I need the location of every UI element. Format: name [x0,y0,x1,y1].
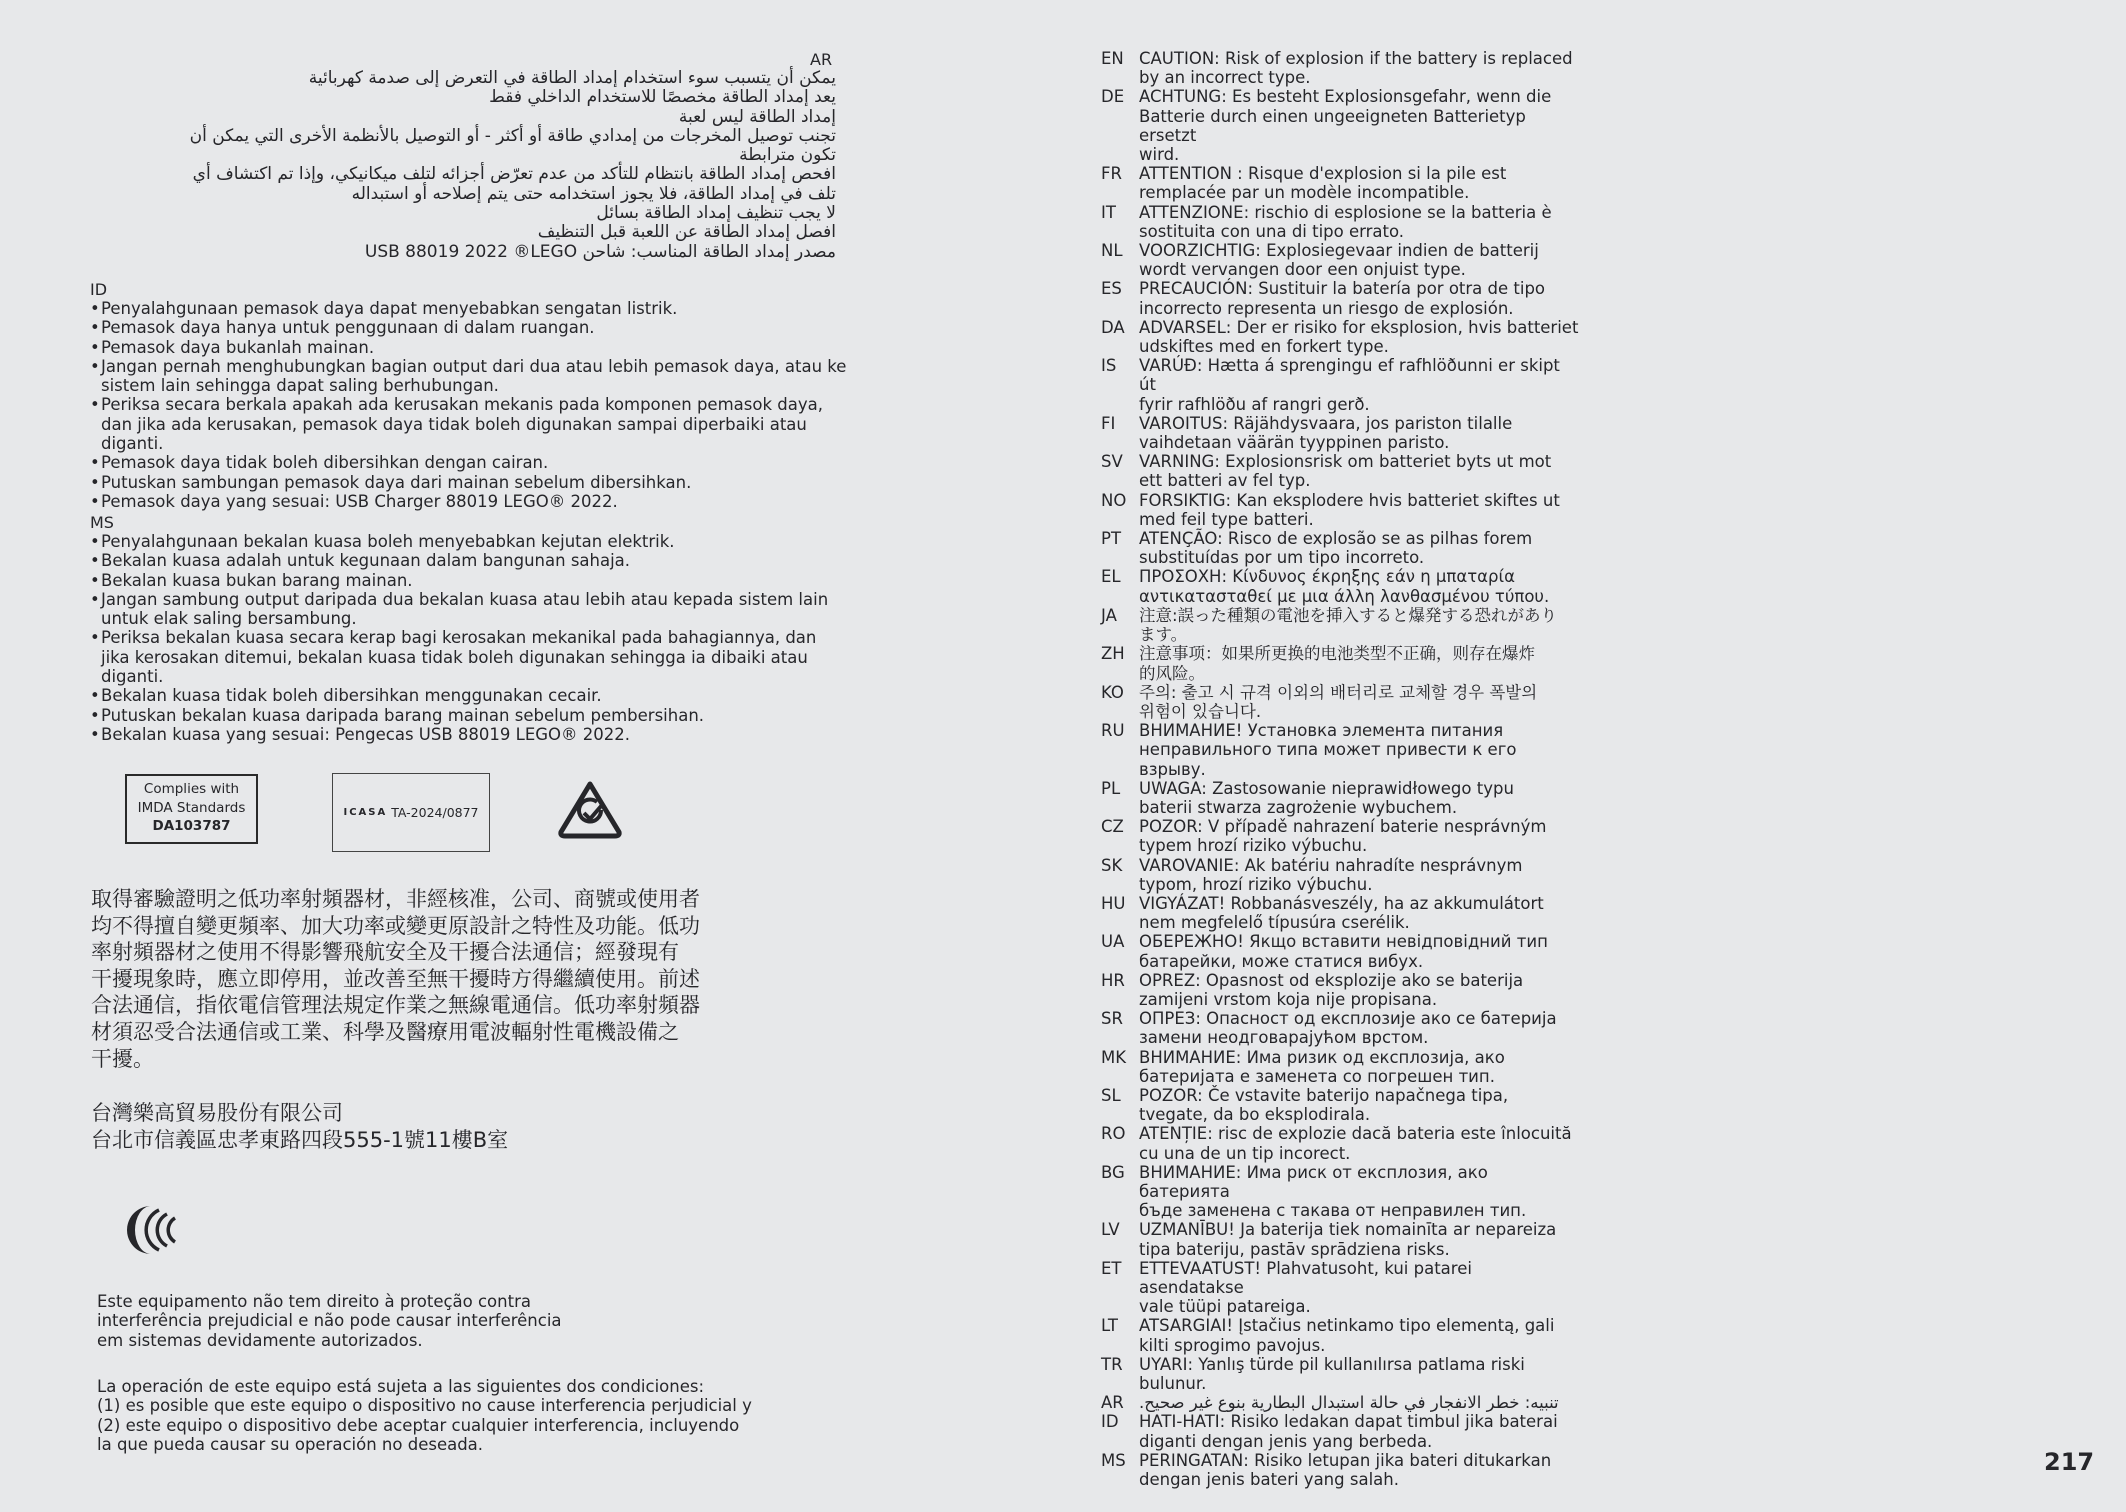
caution-text [1139,644,1581,682]
caution-entry [1101,87,1581,164]
caution-text [1139,1259,1581,1317]
caution-line: 的风险。 [1139,663,1205,683]
list-item: • Jangan pernah menghubungkan bagian output dari dua atau lebih pemasok daya, atau ke sistem lain sehingga dapat saling berhubungan. [90,357,850,396]
caution-line: батарейки, може статися вибух. [1139,951,1424,971]
caution-line: bulunur. [1139,1374,1207,1394]
taiwan-ncc-notice [91,886,731,1072]
language-code: LT [1101,1316,1118,1336]
language-code: NO [1101,490,1127,510]
caution-entry [1101,1259,1581,1317]
caution-text [1139,164,1581,202]
caution-entry [1101,1316,1581,1354]
caution-line: ます。 [1139,625,1188,645]
language-code: ET [1101,1258,1122,1278]
icasa-logo: ICASA [343,807,388,818]
arabic-line: يمكن أن يتسبب سوء استخدام إمداد الطاقة في التعرض إلى صدمة كهربائية [308,68,836,88]
caution-text [1139,279,1581,317]
list-item: • Periksa bekalan kuasa secara kerap bagi kerosakan mekanikal pada bahagiannya, dan jika kerosakan ditemui, bekalan kuasa tidak boleh digunakan sehingga ia dibaiki atau diganti. [90,628,850,686]
malay-safety-list [90,532,850,744]
notice-line: (1) es posible que este equipo o dispositivo no cause interferencia perjudicial y [97,1396,752,1416]
caution-line: zamijeni vrstom koja nije propisana. [1139,989,1438,1009]
caution-line: VARNING: Explosionsrisk om batteriet byts ut mot [1139,452,1552,472]
caution-line: замени неодговарајућом врстом. [1139,1028,1429,1048]
notice-line: La operación de este equipo está sujeta a las siguientes dos condiciones: [97,1377,705,1396]
language-code: JA [1101,605,1117,625]
language-code: HU [1101,893,1126,913]
caution-entry [1101,1086,1581,1124]
language-code: BG [1101,1162,1125,1182]
caution-text [1139,49,1581,87]
caution-text [1139,1316,1581,1354]
arabic-line: لا يجب تنظيف إمداد الطاقة بسائل [596,203,836,224]
spanish-operation-notice [97,1377,797,1454]
caution-line: ОБЕРЕЖНО! Якщо вставити невідповідний тип [1139,932,1548,952]
caution-line: VAROVANIE: Ak batériu nahradíte nesprávnym [1139,855,1523,875]
caution-line: typem hrozí riziko výbuchu. [1139,836,1368,856]
caution-line: fyrir rafhlöðu af rangri gerð. [1139,394,1370,414]
caution-line: ВНИМАНИЕ: Има ризик од експлозија, ако [1139,1047,1505,1067]
company-address: 台北市信義區忠孝東路四段555-1號11樓B室 [91,1127,509,1152]
caution-text [1139,1086,1581,1124]
caution-entry [1101,1220,1581,1258]
caution-line: 注意事项：如果所更换的电池类型不正确，则存在爆炸 [1139,644,1535,664]
portuguese-interference-notice [97,1292,797,1350]
language-code: MK [1101,1047,1127,1067]
caution-entry [1101,279,1581,317]
caution-entry [1101,1355,1581,1393]
language-code: AR [1101,1393,1124,1413]
caution-line: 위험이 있습니다. [1139,701,1262,721]
caution-text [1139,87,1581,164]
caution-line: VIGYÁZAT! Robbanásveszély, ha az akkumulátort [1139,893,1544,913]
caution-line: ATSARGIAI! Įstačius netinkamo tipo elementą, gali [1139,1316,1555,1336]
caution-text [1139,1124,1581,1162]
caution-entry [1101,606,1581,644]
language-code: RO [1101,1124,1126,1144]
list-item: • Penyalahgunaan pemasok daya dapat menyebabkan sengatan listrik. [90,299,850,318]
section-code-id: ID [90,280,108,299]
language-code: UA [1101,932,1125,952]
caution-text [1139,856,1581,894]
caution-line: ATTENZIONE: rischio di esplosione se la batteria è [1139,202,1552,222]
language-code: SL [1101,1085,1121,1105]
language-code: EL [1101,567,1121,587]
caution-text [1139,1393,1581,1412]
caution-entry [1101,491,1581,529]
notice-line: em sistemas devidamente autorizados. [97,1330,423,1350]
caution-text [1139,452,1581,490]
list-item: • Penyalahgunaan bekalan kuasa boleh menyebabkan kejutan elektrik. [90,532,850,551]
list-item: • Pemasok daya tidak boleh dibersihkan dengan cairan. [90,453,850,472]
caution-line: baterii stwarza zagrożenie wybuchem. [1139,797,1458,817]
caution-text [1139,318,1581,356]
caution-line: POZOR: V případě nahrazení baterie nesprávným [1139,817,1547,837]
company-name: 台灣樂高貿易股份有限公司 [91,1101,343,1125]
caution-line: HATI-HATI: Risiko ledakan dapat timbul jika baterai [1139,1412,1558,1432]
caution-entry [1101,1393,1581,1412]
caution-entry [1101,356,1581,414]
notice-line: interferência prejudicial e não pode causar interferência [97,1311,562,1331]
caution-entry [1101,529,1581,567]
caution-text [1139,1451,1581,1489]
caution-line: wird. [1139,145,1180,165]
list-item: • Putuskan sambungan pemasok daya dari mainan sebelum dibersihkan. [90,473,850,492]
caution-line: 주의: 출고 시 규격 이외의 배터리로 교체할 경우 폭발의 [1139,682,1538,702]
caution-line: tvegate, da bo eksplodirala. [1139,1105,1371,1125]
language-code: IT [1101,202,1116,222]
caution-line: cu una de un tip incorect. [1139,1143,1351,1163]
caution-entry [1101,683,1581,721]
caution-entry [1101,894,1581,932]
caution-line: ΠΡΟΣΟΧΗ: Κίνδυνος έκρηξης εάν η μπαταρία [1139,567,1515,587]
language-code: LV [1101,1220,1120,1240]
language-code: DE [1101,87,1125,107]
caution-text [1139,683,1581,721]
language-code: NL [1101,241,1123,261]
caution-line: FORSIKTIG: Kan eksplodere hvis batteriet skiftes ut [1139,490,1560,510]
notice-line: 材須忍受合法通信或工業、科學及醫療用電波輻射性電機設備之 [91,1019,679,1044]
caution-line: VARÚÐ: Hætta á sprengingu ef rafhlöðunni er skipt út [1139,356,1560,395]
indonesian-safety-list [90,299,850,511]
rcm-compliance-icon [557,780,623,840]
caution-entry [1101,721,1581,779]
indonesian-safety-section [90,280,850,511]
caution-line: Batterie durch einen ungeeigneten Batterietyp ersetzt [1139,106,1526,145]
notice-line: 合法通信，指依電信管理法規定作業之無線電通信。低功率射頻器 [91,993,700,1018]
caution-line: dengan jenis bateri yang salah. [1139,1470,1399,1490]
language-code: SV [1101,452,1123,472]
caution-line: батеријата е заменета со погрешен тип. [1139,1066,1495,1086]
language-code: TR [1101,1354,1123,1374]
malay-safety-section [90,513,850,744]
arabic-safety-section [100,50,836,262]
caution-entry [1101,414,1581,452]
caution-entry [1101,856,1581,894]
caution-line: remplacée par un modèle incompatible. [1139,183,1470,203]
language-code: KO [1101,682,1124,702]
caution-text [1139,1220,1581,1258]
list-item: • Bekalan kuasa yang sesuai: Pengecas USB 88019 LEGO® 2022. [90,725,850,744]
notice-line: (2) este equipo o dispositivo debe aceptar cualquier interferencia, incluyendo [97,1415,740,1435]
caution-text [1139,894,1581,932]
caution-text [1139,1009,1581,1047]
taiwan-company-info [91,1100,508,1153]
list-item: • Bekalan kuasa bukan barang mainan. [90,571,850,590]
caution-entry [1101,971,1581,1009]
arabic-line: افحص إمداد الطاقة بانتظام للتأكد من عدم تعرّض أجزائه لتلف ميكانيكي، وإذا تم اكتشاف أي [192,164,836,185]
caution-text [1139,356,1581,414]
language-code: ZH [1101,644,1125,664]
caution-line: VOORZICHTIG: Explosiegevaar indien de batterij [1139,241,1539,261]
caution-line: incorrecto representa un riesgo de explosión. [1139,298,1514,318]
caution-entry [1101,779,1581,817]
language-code: ES [1101,279,1122,299]
caution-line: tipa bateriju, pastāv sprādziena risks. [1139,1239,1450,1259]
notice-line: la que pueda causar su operación no deseada. [97,1434,484,1454]
imda-compliance-badge [125,774,258,844]
caution-entry [1101,1412,1581,1450]
battery-caution-list [1101,49,1581,1489]
language-code: PL [1101,778,1121,798]
caution-text [1139,241,1581,279]
caution-line: POZOR: Če vstavite baterijo napačnega tipa, [1139,1085,1509,1105]
arabic-line: إمداد الطاقة ليس لعبة [678,106,836,127]
caution-line: ATENȚIE: risc de explozie dacă bateria este înlocuită [1139,1124,1572,1144]
imda-dealer-code: DA103787 [152,818,231,834]
caution-line: vaihdetaan väärän tyyppinen paristo. [1139,433,1450,453]
caution-entry [1101,452,1581,490]
caution-text [1139,414,1581,452]
language-code: ID [1101,1412,1119,1432]
language-code: SK [1101,855,1123,875]
caution-entry [1101,1124,1581,1162]
caution-line: 注意:誤った種類の電池を挿入すると爆発する恐れがあり [1139,605,1558,625]
arabic-line: يعد إمداد الطاقة مخصصًا للاستخدام الداخلي فقط [489,87,836,108]
caution-line: PERINGATAN: Risiko letupan jika bateri ditukarkan [1139,1450,1552,1470]
list-item: • Pemasok daya hanya untuk penggunaan di dalam ruangan. [90,318,850,337]
caution-entry [1101,318,1581,356]
caution-text [1139,721,1581,779]
arabic-line: افصل إمداد الطاقة عن اللعبة قبل التنظيف [537,222,836,243]
caution-text [1139,1163,1581,1221]
caution-entry [1101,817,1581,855]
caution-line: UWAGA: Zastosowanie nieprawidłowego typu [1139,778,1514,798]
caution-text [1139,1048,1581,1086]
language-code: HR [1101,970,1125,990]
caution-text [1139,529,1581,567]
page-number: 217 [2044,1448,2095,1476]
caution-line: substituídas por um tipo incorreto. [1139,548,1425,568]
notice-line: 干擾。 [91,1046,154,1071]
list-item: • Periksa secara berkala apakah ada kerusakan mekanis pada komponen pemasok daya, dan jika ada kerusakan, pemasok daya tidak boleh digunakan sampai diperbaiki atau diganti. [90,395,850,453]
caution-entry [1101,567,1581,605]
list-item: • Putuskan bekalan kuasa daripada barang mainan sebelum pembersihan. [90,706,850,725]
caution-line: kilti sprogimo pavojus. [1139,1335,1326,1355]
caution-text [1139,1355,1581,1393]
caution-line: nem megfelelő típusúra cserélik. [1139,913,1410,933]
caution-line: ett batteri av fel typ. [1139,471,1311,491]
caution-line: OPREZ: Opasnost od eksplozije ako se baterija [1139,970,1524,990]
notice-line: 率射頻器材之使用不得影響飛航安全及干擾合法通信；經發現有 [91,940,679,965]
language-code: IS [1101,356,1117,376]
language-code: SR [1101,1009,1123,1029]
caution-entry [1101,1048,1581,1086]
icasa-approval-code: TA-2024/0877 [391,805,479,820]
caution-text [1139,779,1581,817]
language-code: RU [1101,721,1125,741]
caution-entry [1101,203,1581,241]
caution-text [1139,606,1581,644]
imda-line: IMDA Standards [137,799,246,816]
caution-line: typom, hrozí riziko výbuchu. [1139,874,1373,894]
caution-line: ACHTUNG: Es besteht Explosionsgefahr, wenn die [1139,87,1552,107]
arabic-line: تكون مترابطة [739,145,836,166]
caution-line: ATENÇÃO: Risco de explosão se as pilhas forem [1139,529,1533,549]
arabic-line: مصدر إمداد الطاقة المناسب: شاحن USB 88019 2022 ®LEGO [364,241,836,262]
icasa-approval-badge [332,773,490,852]
caution-line: UZMANĪBU! Ja baterija tiek nomainīta ar nepareiza [1139,1220,1557,1240]
caution-line: ATTENTION : Risque d'explosion si la pile est [1139,164,1507,184]
caution-entry [1101,1163,1581,1221]
language-code: CZ [1101,817,1124,837]
caution-entry [1101,49,1581,87]
anatel-logo-icon [121,1200,181,1260]
arabic-line: تلف في إمداد الطاقة، فلا يجوز استخدامه حتى يتم إصلاحه أو استبداله [351,183,836,204]
notice-line: 取得審驗證明之低功率射頻器材，非經核准，公司、商號或使用者 [91,887,700,911]
caution-line: تنبيه: خطر الانفجار في حالة استبدال البطارية بنوع غير صحيح. [1139,1393,1559,1413]
caution-text [1139,567,1581,605]
language-code: MS [1101,1450,1126,1470]
caution-line: бъде заменена с такава от неправилен тип. [1139,1201,1527,1221]
list-item: • Jangan sambung output daripada dua bekalan kuasa atau lebih atau kepada sistem lain untuk elak saling bersambung. [90,590,850,629]
caution-text [1139,1412,1581,1450]
list-item: • Bekalan kuasa adalah untuk kegunaan dalam bangunan sahaja. [90,551,850,570]
imda-line: Complies with [143,781,240,797]
caution-line: αντικατασταθεί με μια άλλη λανθασμένου τύπου. [1139,586,1550,606]
caution-line: неправильного типа может привести к его взрыву. [1139,740,1517,779]
caution-line: ETTEVAATUST! Plahvatusoht, kui patarei asendatakse [1139,1258,1472,1297]
caution-line: UYARI: Yanlış türde pil kullanılırsa patlama riski [1139,1354,1525,1374]
list-item: • Pemasok daya yang sesuai: USB Charger 88019 LEGO® 2022. [90,492,850,511]
caution-line: ВНИМАНИЕ: Има риск от експлозия, ако батерията [1139,1162,1488,1201]
caution-line: ОПРЕЗ: Опасност од експлозије ако се батерија [1139,1009,1557,1029]
language-code: PT [1101,529,1122,549]
caution-line: wordt vervangen door een onjuist type. [1139,260,1466,280]
caution-entry [1101,644,1581,682]
language-code: FI [1101,413,1116,433]
notice-line: 干擾現象時，應立即停用，並改善至無干擾時方得繼續使用。前述 [91,966,700,991]
caution-entry [1101,241,1581,279]
caution-entry [1101,932,1581,970]
language-code: EN [1101,49,1124,68]
section-code-ms: MS [90,513,114,532]
caution-line: ВНИМАНИЕ! Установка элемента питания [1139,721,1504,741]
section-code-ar: AR [810,50,833,69]
caution-entry [1101,1009,1581,1047]
caution-line: PRECAUCIÓN: Sustituir la batería por otra de tipo [1139,279,1546,299]
caution-entry [1101,164,1581,202]
caution-entry [1101,1451,1581,1489]
caution-line: diganti dengan jenis yang berbeda. [1139,1431,1433,1451]
notice-line: 均不得擅自變更頻率、加大功率或變更原設計之特性及功能。低功 [91,913,700,938]
caution-text [1139,971,1581,1009]
caution-text [1139,932,1581,970]
caution-text [1139,817,1581,855]
caution-line: by an incorrect type. [1139,68,1311,88]
caution-line: ADVARSEL: Der er risiko for eksplosion, hvis batteriet [1139,317,1579,337]
caution-line: CAUTION: Risk of explosion if the battery is replaced [1139,49,1573,68]
caution-text [1139,203,1581,241]
caution-line: VAROITUS: Räjähdysvaara, jos pariston tilalle [1139,413,1513,433]
notice-line: Este equipamento não tem direito à proteção contra [97,1292,531,1311]
language-code: FR [1101,164,1122,184]
language-code: DA [1101,317,1125,337]
caution-line: med feil type batteri. [1139,509,1314,529]
caution-line: sostituita con una di tipo errato. [1139,221,1405,241]
caution-line: udskiftes med en forkert type. [1139,337,1389,357]
list-item: • Pemasok daya bukanlah mainan. [90,338,850,357]
list-item: • Bekalan kuasa tidak boleh dibersihkan menggunakan cecair. [90,686,850,705]
caution-text [1139,491,1581,529]
arabic-line: تجنب توصيل المخرجات من إمدادي طاقة أو أكثر - أو التوصيل بالأنظمة الأخرى التي يمكن أن [189,125,836,146]
caution-line: vale tüüpi patareiga. [1139,1297,1311,1317]
